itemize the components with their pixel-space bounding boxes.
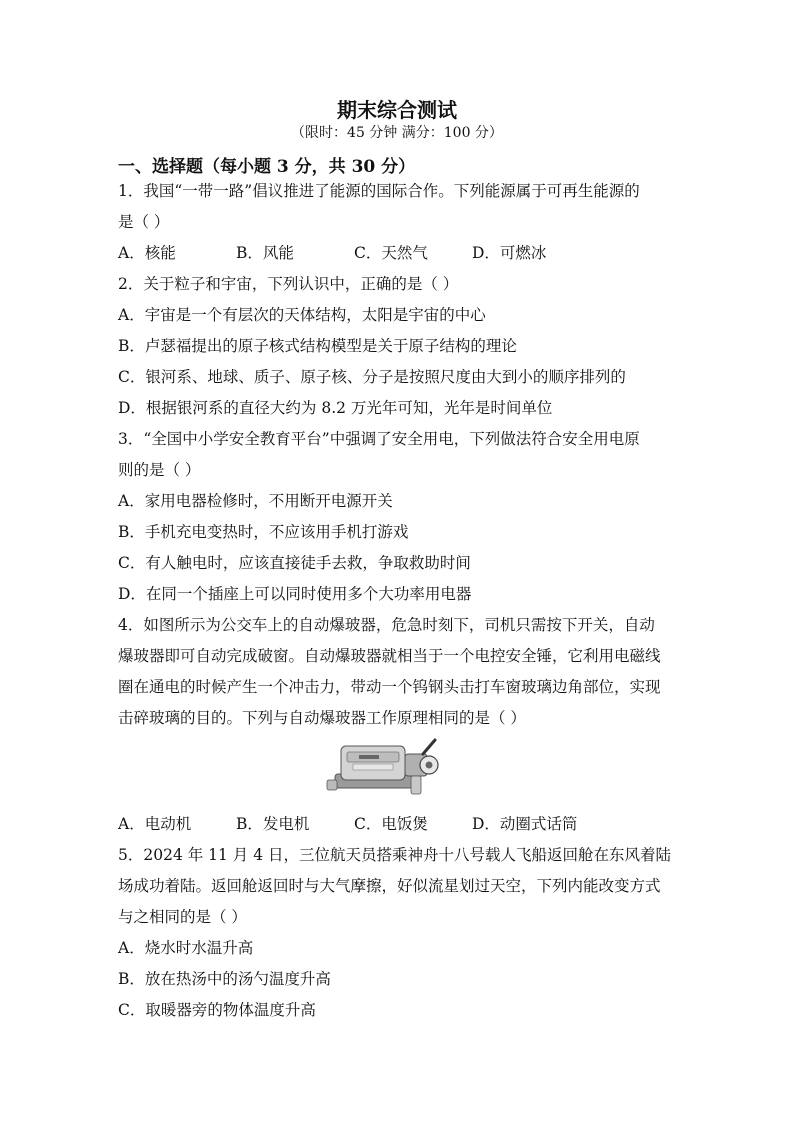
q4-stem-line2: 爆玻器即可自动完成破窗。自动爆玻器就相当于一个电控安全锤，它利用电磁线 — [118, 647, 661, 665]
page-subtitle: （限时：45 分钟 满分：100 分） — [291, 125, 503, 141]
q5-option-b: B．放在热汤中的汤勺温度升高 — [118, 970, 331, 988]
q3-stem-line1: 3．“全国中小学安全教育平台”中强调了安全用电，下列做法符合安全用电原 — [118, 430, 640, 448]
q1-stem-line1: 1．我国“一带一路”倡议推进了能源的国际合作。下列能源属于可再生能源的 — [118, 182, 640, 200]
q1-option-a: A．核能 — [118, 244, 176, 262]
q4-stem-line4: 击碎玻璃的目的。下列与自动爆玻器工作原理相同的是（ ） — [118, 709, 526, 727]
q4-stem-line1: 4．如图所示为公交车上的自动爆玻器，危急时刻下，司机只需按下开关，自动 — [118, 616, 655, 634]
q4-option-d: D．动圈式话筒 — [472, 815, 578, 833]
q1-option-b: B．风能 — [236, 244, 294, 262]
question-list — [118, 176, 678, 1026]
q4-option-c: C．电饭煲 — [354, 815, 428, 833]
q4-stem-line3: 圈在通电的时候产生一个冲击力，带动一个钨钢头击打车窗玻璃边角部位，实现 — [118, 678, 661, 696]
q2-option-c: C．银河系、地球、质子、原子核、分子是按照尺度由大到小的顺序排列的 — [118, 368, 626, 386]
q2-option-a: A．宇宙是一个有层次的天体结构，太阳是宇宙的中心 — [118, 306, 486, 324]
q4-option-a: A．电动机 — [118, 815, 192, 833]
q5-stem-line3: 与之相同的是（ ） — [118, 908, 247, 926]
q5-option-a: A．烧水时水温升高 — [118, 939, 254, 957]
q2-stem-line1: 2．关于粒子和宇宙，下列认识中，正确的是（ ） — [118, 275, 459, 293]
q2-option-d: D．根据银河系的直径大约为 8.2 万光年可知，光年是时间单位 — [118, 399, 553, 417]
q2-option-b: B．卢瑟福提出的原子核式结构模型是关于原子结构的理论 — [118, 337, 517, 355]
q4-option-b: B．发电机 — [236, 815, 310, 833]
q3-option-c: C．有人触电时，应该直接徒手去救，争取救助时间 — [118, 554, 471, 572]
q1-option-d: D．可燃冰 — [472, 244, 547, 262]
q3-stem-line2: 则的是（ ） — [118, 461, 201, 479]
q3-option-a: A．家用电器检修时，不用断开电源开关 — [118, 492, 393, 510]
q1-options — [118, 238, 678, 269]
window-breaker-device-image — [323, 734, 453, 804]
q3-option-d: D．在同一个插座上可以同时使用多个大功率用电器 — [118, 585, 472, 603]
section-heading: 一、选择题（每小题 3 分，共 30 分） — [118, 157, 416, 177]
q4-options — [118, 809, 678, 840]
q1-stem-line2: 是（ ） — [118, 213, 170, 231]
q5-stem-line2: 场成功着陆。返回舱返回时与大气摩擦，好似流星划过天空，下列内能改变方式 — [118, 877, 661, 895]
auto-window-breaker-figure — [118, 734, 678, 809]
q3-option-b: B．手机充电变热时，不应该用手机打游戏 — [118, 523, 409, 541]
q5-stem-line1: 5．2024 年 11 月 4 日，三位航天员搭乘神舟十八号载人飞船返回舱在东风着陆 — [118, 846, 672, 864]
q5-option-c: C．取暖器旁的物体温度升高 — [118, 1001, 316, 1019]
q1-option-c: C．天然气 — [354, 244, 428, 262]
page-title: 期末综合测试 — [337, 98, 457, 122]
